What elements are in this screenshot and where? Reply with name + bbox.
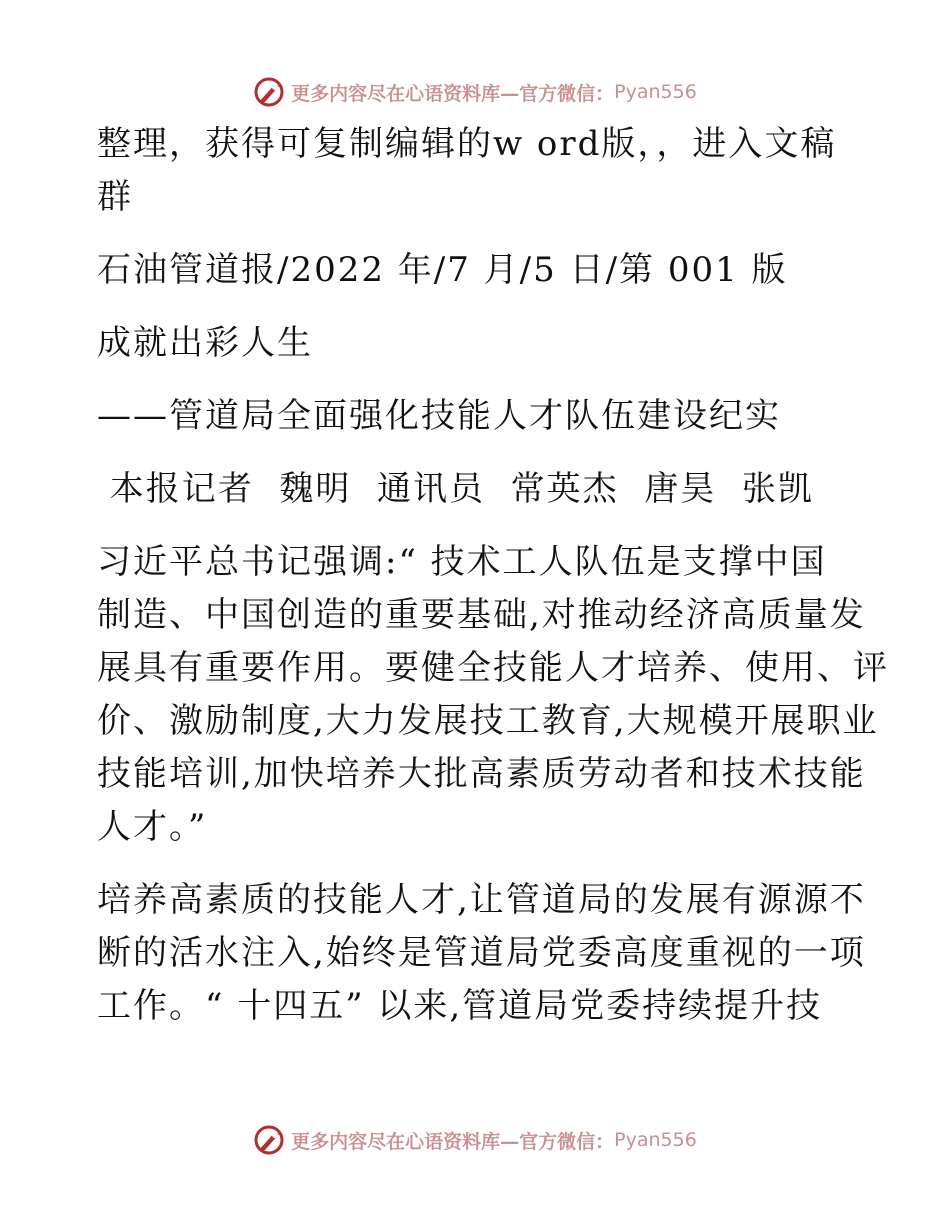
byline: [97, 463, 857, 516]
text-line: 工作。“ 十四五” 以来,管道局党委持续提升技: [97, 986, 823, 1026]
text-line: 断的活水注入,始终是管道局党委高度重视的一项: [97, 933, 866, 973]
body-paragraph: [97, 874, 866, 1033]
text-line: 价、激励制度,大力发展技工教育,大规模开展职业: [97, 701, 879, 741]
text-line: 制造、中国创造的重要基础,对推动经济高质量发: [97, 595, 866, 635]
article-subtitle: [97, 390, 857, 443]
quill-logo-icon: [253, 1124, 285, 1156]
footer-banner: [0, 1120, 950, 1160]
text-line: 培养高素质的技能人才,让管道局的发展有源源不: [97, 880, 866, 920]
header-banner: [0, 72, 950, 112]
text-line: 整理，获得可复制编辑的w ord版，，进入文稿: [97, 124, 837, 164]
banner-wechat-id: Pyan556: [614, 81, 697, 103]
text-line: 本报记者 魏明 通讯员 常英杰 唐昊 张凯: [97, 469, 814, 509]
document-body: [97, 118, 889, 1053]
banner-text: 更多内容尽在心语资料库—官方微信：: [291, 82, 615, 105]
publication-info: [97, 244, 857, 297]
text-line: 人才。”: [97, 807, 208, 847]
text-line: 群: [97, 177, 133, 217]
text-line: 展具有重要作用。要健全技能人才培养、使用、评: [97, 648, 889, 688]
banner-text: 更多内容尽在心语资料库—官方微信：: [291, 1130, 615, 1153]
article-title: [97, 317, 857, 370]
text-line: 习近平总书记强调:“ 技术工人队伍是支撑中国: [97, 542, 827, 582]
text-line: 石油管道报/2022 年/7 月/5 日/第 001 版: [97, 250, 788, 290]
quill-logo-icon: [253, 76, 285, 108]
intro-paragraph: [97, 118, 857, 224]
quote-paragraph: [97, 536, 889, 854]
text-line: 技能培训,加快培养大批高素质劳动者和技术技能: [97, 754, 866, 794]
text-line: ——管道局全面强化技能人才队伍建设纪实: [97, 396, 781, 436]
banner-wechat-id: Pyan556: [614, 1129, 697, 1151]
text-line: 成就出彩人生: [97, 323, 313, 363]
